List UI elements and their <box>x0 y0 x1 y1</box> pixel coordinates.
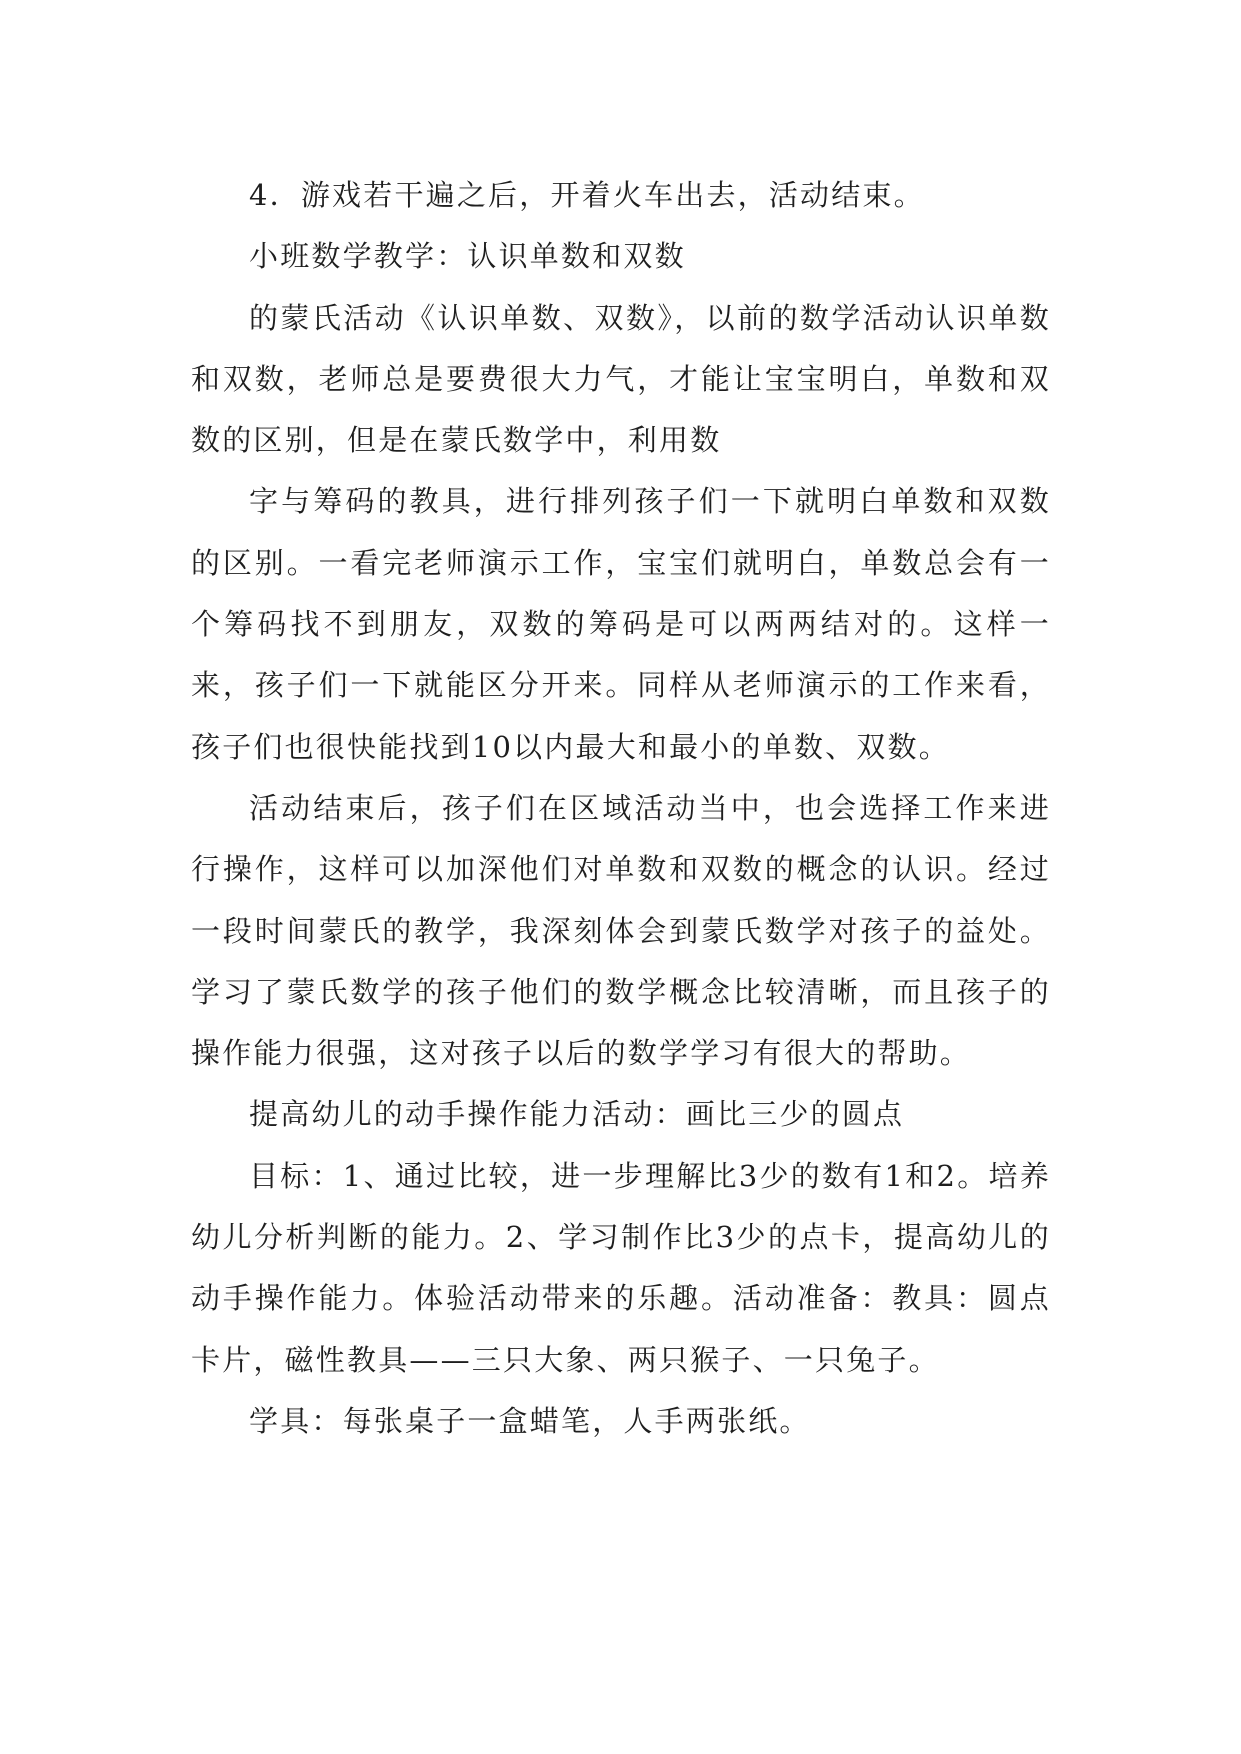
paragraph-student-materials: 学具：每张桌子一盒蜡笔，人手两张纸。 <box>249 1403 811 1438</box>
paragraph-counters-demo: 字与筹码的教具，进行排列孩子们一下就明白单数和双数的区别。一看完老师演示工作，宝宝们就明白，单数总会有一个筹码找不到朋友，双数的筹码是可以两两结对的。这样一来，孩子们一下就能区分开来。同样从老师演示的工作来看，孩子们也很快能找到10以内最大和最小的单数、双数。 <box>191 484 1051 764</box>
paragraph-activity-reflection: 活动结束后，孩子们在区域活动当中，也会选择工作来进行操作，这样可以加深他们对单数和双数的概念的认识。经过一段时间蒙氏的教学，我深刻体会到蒙氏数学对孩子的益处。学习了蒙氏数学的孩子他们的数学概念比较清晰，而且孩子的操作能力很强，这对孩子以后的数学学习有很大的帮助。 <box>191 790 1051 1071</box>
paragraph-montessori-intro: 的蒙氏活动《认识单数、双数》，以前的数学活动认识单数和双数，老师总是要费很大力气，才能让宝宝明白，单数和双数的区别，但是在蒙氏数学中，利用数 <box>191 300 1051 458</box>
document-body <box>191 165 1051 1452</box>
paragraph-game-end: 4．游戏若干遍之后，开着火车出去，活动结束。 <box>249 178 925 212</box>
section-title-odd-even: 小班数学教学：认识单数和双数 <box>249 239 686 274</box>
paragraph-goals-preparation: 目标：1、通过比较，进一步理解比3少的数有1和2。培养幼儿分析判断的能力。2、学习制作比3少的点卡，提高幼儿的动手操作能力。体验活动带来的乐趣。活动准备：教具：圆点卡片，磁性教具——三只大象、两只猴子、一只兔子。 <box>191 1158 1051 1377</box>
section-title-dots-activity: 提高幼儿的动手操作能力活动：画比三少的圆点 <box>249 1097 905 1132</box>
